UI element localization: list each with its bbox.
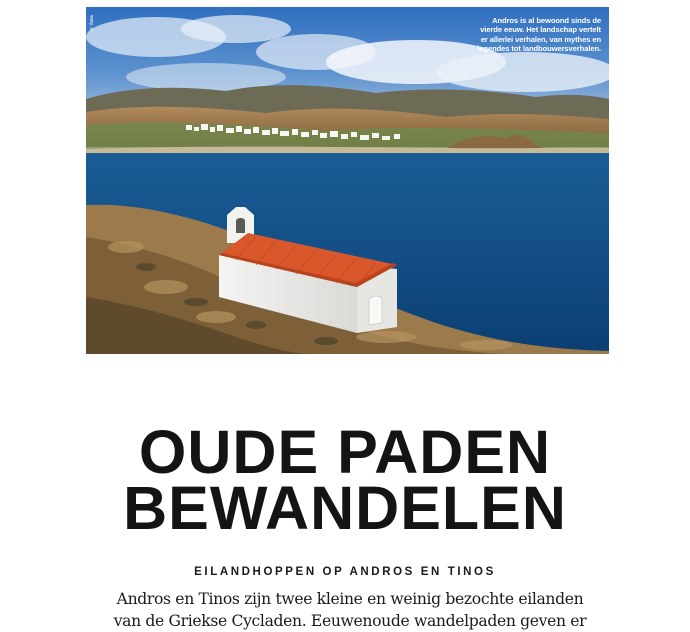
caption-line: legendes tot landbouwersverhalen. <box>477 44 601 54</box>
landscape-illustration <box>86 7 609 354</box>
photo-credit: © foto <box>89 15 94 32</box>
caption-line: Andros is al bewoond sinds de <box>492 16 601 25</box>
intro-line-1: Andros en Tinos zijn twee kleine en weinig bezochte eilanden <box>116 590 584 608</box>
article-subtitle: EILANDHOPPEN OP ANDROS EN TINOS <box>194 566 496 578</box>
title-line-1: OUDE PADEN <box>138 418 552 486</box>
article-intro <box>95 588 605 632</box>
hero-photo <box>86 7 609 354</box>
photo-caption <box>451 16 601 54</box>
caption-line: er allerlei verhalen, van mythes en <box>480 34 601 44</box>
caption-line: vierde eeuw. Het landschap vertelt <box>480 25 601 35</box>
title-line-2: BEWANDELEN <box>123 474 567 542</box>
article-title <box>0 418 690 542</box>
intro-line-2: van de Griekse Cycladen. Eeuwenoude wandelpaden geven er <box>113 612 587 630</box>
